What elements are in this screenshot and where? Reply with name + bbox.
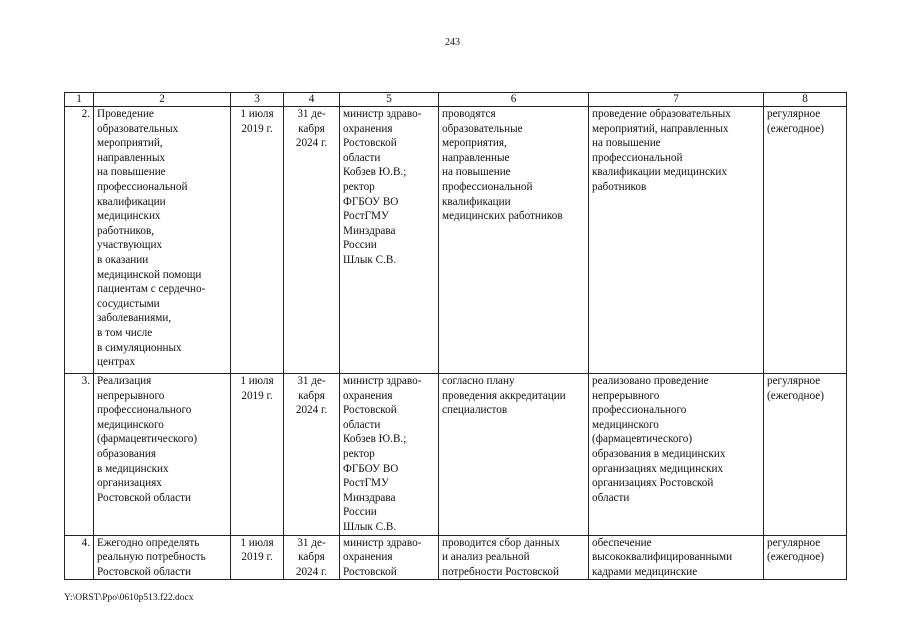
activities-table <box>64 92 847 580</box>
frequency-cell: регулярное (ежегодное) <box>764 374 847 536</box>
column-header: 4 <box>284 93 340 107</box>
table-row <box>65 374 847 536</box>
frequency-cell: регулярное (ежегодное) <box>764 535 847 580</box>
table-header-row <box>65 93 847 107</box>
column-header: 8 <box>764 93 847 107</box>
table-row <box>65 107 847 374</box>
description-cell: проводятся образовательные мероприятия, направленные на повышение профессиональной квалификации медицинских работников <box>439 107 589 374</box>
description-cell: проводится сбор данных и анализ реальной потребности Ростовской <box>439 535 589 580</box>
result-cell: обеспечение высококвалифицированными кадрами медицинские <box>589 535 764 580</box>
column-header: 1 <box>65 93 94 107</box>
document-file-path: Y:\ORST\Ppo\0610p513.f22.docx <box>64 593 194 603</box>
activity-cell: Ежегодно определять реальную потребность Ростовской области <box>94 535 231 580</box>
start-date-cell: 1 июля 2019 г. <box>231 535 284 580</box>
description-cell: согласно плану проведения аккредитации специалистов <box>439 374 589 536</box>
row-number: 3. <box>65 374 94 536</box>
column-header: 5 <box>340 93 439 107</box>
column-header: 3 <box>231 93 284 107</box>
end-date-cell: 31 де- кабря 2024 г. <box>284 535 340 580</box>
frequency-cell: регулярное (ежегодное) <box>764 107 847 374</box>
table-row <box>65 535 847 580</box>
end-date-cell: 31 де- кабря 2024 г. <box>284 374 340 536</box>
responsible-cell: министр здраво- охранения Ростовской <box>340 535 439 580</box>
row-number: 4. <box>65 535 94 580</box>
responsible-cell: министр здраво- охранения Ростовской области Кобзев Ю.В.; ректор ФГБОУ ВО РостГМУ Минздрава России Шлык С.В. <box>340 107 439 374</box>
column-header: 7 <box>589 93 764 107</box>
end-date-cell: 31 де- кабря 2024 г. <box>284 107 340 374</box>
row-number: 2. <box>65 107 94 374</box>
page-number: 243 <box>445 37 460 48</box>
start-date-cell: 1 июля 2019 г. <box>231 374 284 536</box>
start-date-cell: 1 июля 2019 г. <box>231 107 284 374</box>
result-cell: реализовано проведение непрерывного профессионального медицинского (фармацевтического) образования в медицинских организациях медицинских организациях Ростовской области <box>589 374 764 536</box>
responsible-cell: министр здраво- охранения Ростовской области Кобзев Ю.В.; ректор ФГБОУ ВО РостГМУ Минздрава России Шлык С.В. <box>340 374 439 536</box>
activity-cell: Реализация непрерывного профессионального медицинского (фармацевтического) образования в медицинских организациях Ростовской области <box>94 374 231 536</box>
result-cell: проведение образовательных мероприятий, направленных на повышение профессиональной квалификации медицинских работников <box>589 107 764 374</box>
activity-cell: Проведение образовательных мероприятий, направленных на повышение профессиональной квалификации медицинских работников, участвующих в оказании медицинской помощи пациентам с сердечно- сосудистыми заболеваниями, в том числе в симуляционных центрах <box>94 107 231 374</box>
column-header: 6 <box>439 93 589 107</box>
column-header: 2 <box>94 93 231 107</box>
